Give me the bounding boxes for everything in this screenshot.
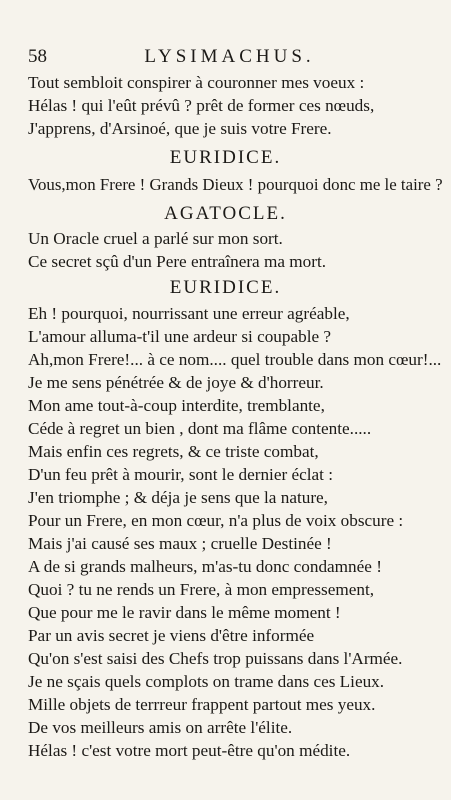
running-title: LYSIMACHUS. bbox=[144, 46, 315, 67]
verse-line: De vos meilleurs amis on arrête l'élite. bbox=[28, 718, 293, 737]
verse-line: Eh ! pourquoi, nourrissant une erreur agréable, bbox=[28, 304, 350, 323]
verse-line: D'un feu prêt à mourir, sont le dernier éclat : bbox=[28, 465, 333, 484]
verse-line: Hélas ! c'est votre mort peut-être qu'on médite. bbox=[28, 741, 351, 760]
verse-line: Mais enfin ces regrets, & ce triste combat, bbox=[28, 442, 319, 461]
verse-line: Que pour me le ravir dans le même moment ! bbox=[28, 603, 341, 622]
verse-line: Ce secret sçû d'un Pere entraînera ma mort. bbox=[28, 252, 327, 271]
verse-line: J'apprens, d'Arsinoé, que je suis votre Frere. bbox=[28, 119, 332, 138]
verse-line: Je ne sçais quels complots on trame dans ces Lieux. bbox=[28, 672, 385, 691]
verse-line: Pour un Frere, en mon cœur, n'a plus de voix obscure : bbox=[28, 511, 404, 530]
verse-line: Qu'on s'est saisi des Chefs trop puissans dans l'Armée. bbox=[28, 649, 403, 668]
verse-line: Mais j'ai causé ses maux ; cruelle Destinée ! bbox=[28, 534, 332, 553]
verse-line: Je me sens pénétrée & de joye & d'horreur. bbox=[28, 373, 324, 392]
verse-line: A de si grands malheurs, m'as-tu donc condamnée ! bbox=[28, 557, 382, 576]
verse-line: Mon ame tout-à-coup interdite, tremblante, bbox=[28, 396, 325, 415]
speaker-name: EURIDICE. bbox=[169, 147, 282, 168]
running-head bbox=[28, 44, 431, 70]
verse-line: Ah,mon Frere!... à ce nom.... quel trouble dans mon cœur!... bbox=[28, 350, 442, 369]
verse-line: Hélas ! qui l'eût prévû ? prêt de former ces nœuds, bbox=[28, 96, 375, 115]
verse-line: Mille objets de terrreur frappent partout mes yeux. bbox=[28, 695, 376, 714]
verse-line: Céde à regret un bien , dont ma flâme contente..... bbox=[28, 419, 372, 438]
verse-line: L'amour alluma-t'il une ardeur si coupable ? bbox=[28, 327, 332, 346]
verse-line: Par un avis secret je viens d'être informée bbox=[28, 626, 315, 645]
speaker-name: EURIDICE. bbox=[169, 277, 282, 298]
verse-line: J'en triomphe ; & déja je sens que la nature, bbox=[28, 488, 328, 507]
page-number: 58 bbox=[28, 46, 47, 67]
verse-line: Vous,mon Frere ! Grands Dieux ! pourquoi donc me le taire ? bbox=[28, 175, 443, 194]
speaker-name: AGATOCLE. bbox=[164, 203, 287, 224]
verse-line: Tout sembloit conspirer à couronner mes voeux : bbox=[28, 73, 365, 92]
verse-line: Un Oracle cruel a parlé sur mon sort. bbox=[28, 229, 283, 248]
verse-line: Quoi ? tu ne rends un Frere, à mon empressement, bbox=[28, 580, 375, 599]
